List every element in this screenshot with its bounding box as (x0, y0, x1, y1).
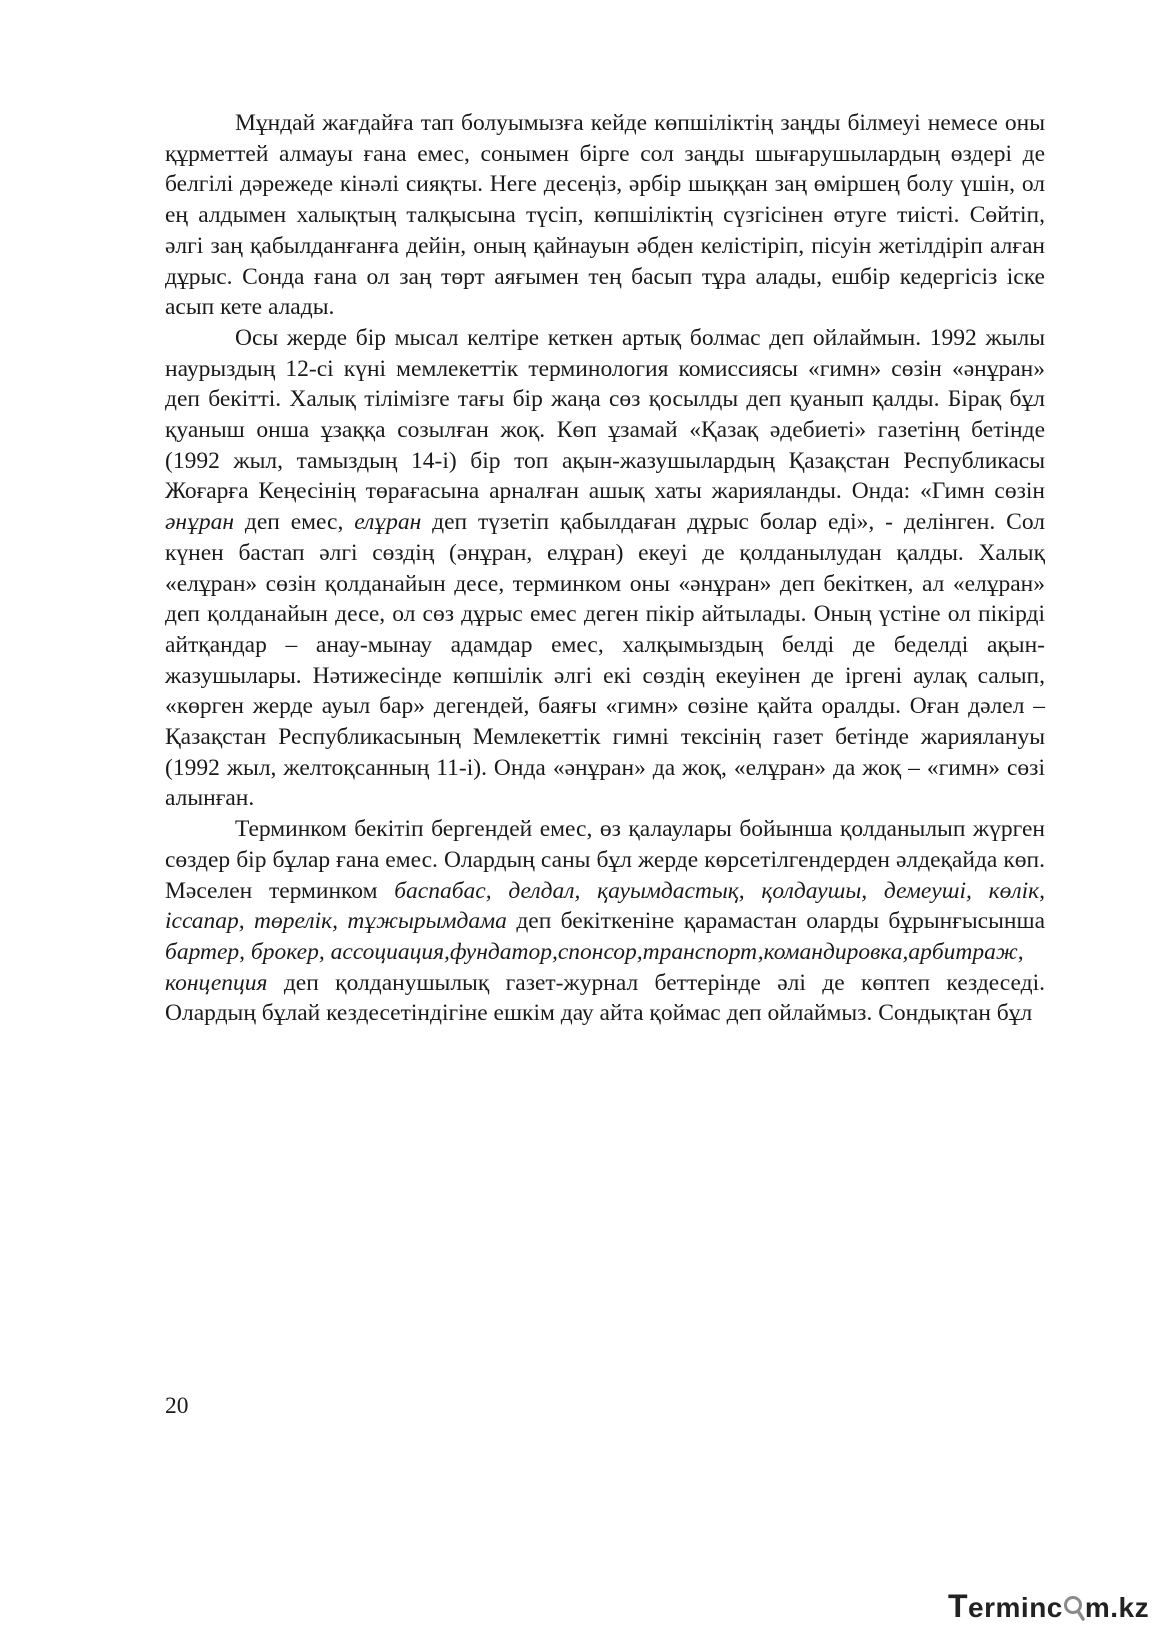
watermark-text: erminc (968, 1592, 1063, 1623)
watermark-text: m.kz (1084, 1592, 1150, 1623)
paragraph-3-text: деп қолданушылық газет-журнал беттерінде әлі де көптеп кездеседі. Олардың бұлай кездесетіндігіне ешкім дау айта қоймас деп ойлаймыз. Сондықтан бұл (165, 969, 1045, 1027)
page-number: 20 (165, 1393, 189, 1419)
italic-term: елұран (354, 509, 422, 536)
body-text (165, 108, 1045, 1029)
paragraph-2-text: Осы жерде бір мысал келтіре кеткен артық болмас деп ойлаймын. 1992 жылы наурыздың 12-сі күні мемлекеттік терминология комиссиясы «гимн» сөзін «әнұран» деп бекітті. Халық тілімізге тағы бір жаңа сөз қосылды деп қуанып қалды. Бірақ бұл қуаныш онша ұзаққа созылған жоқ. Көп ұзамай «Қазақ әдебиеті» газетінң бетінде (1992 жыл, тамыздың 14-і) бір топ ақын-жазушылардың Қазақстан Республикасы Жоғарға Кеңесінің төрағасына арналған ашық хаты жарияланды. Онда: «Гимн сөзін (165, 324, 1045, 505)
paragraph (165, 814, 1045, 968)
italic-term: әнұран (165, 509, 234, 536)
paragraph (165, 323, 1045, 814)
paragraph-continuation (165, 968, 1045, 1029)
italic-term-list: бартер, брокер, ассоциация,фундатор,спонсор,транспорт,командировка,арбитраж, (165, 938, 1024, 965)
italic-term: концепция (165, 969, 268, 996)
magnifier-icon (1063, 1592, 1085, 1623)
paragraph-2-text: деп түзетіп қабылдаған дұрыс болар еді», - делінген. Сол күнен бастап әлгі сөздің (әнұран, елұран) екеуі де қолданылудан қалды. Халық «елұран» сөзін қолданайын десе, терминком оны «әнұран» деп бекіткен, ал «елұран» деп қолданайын десе, ол сөз дұрыс емес деген пікір айтылады. Оның үстіне ол пікірді айтқандар – анау-мынау адамдар емес, халқымыздың белді де беделді ақын-жазушылары. Нәтижесінде көпшілік әлгі екі сөздің екеуінен де іргені аулақ салып, «көрген жерде ауыл бар» дегендей, баяғы «гимн» сөзіне қайта оралды. Оған дәлел – Қазақстан Республикасының Мемлекеттік гимні тексінің газет бетінде жариялануы (1992 жыл, желтоқсанның 11-і). Онда «әнұран» да жоқ, «елұран» да жоқ – «гимн» сөзі алынған. (165, 509, 1045, 812)
paragraph-1-text: Мұндай жағдайға тап болуымызға кейде көпшіліктің заңды білмеуі немесе оны құрметтей алмауы ғана емес, сонымен бірге сол заңды шығарушылардың өздері де белгілі дәрежеде кінәлі сияқты. Неге десеңіз, әрбір шыққан заң өміршең болу үшін, ол ең алдымен халықтың талқысына түсіп, көпшіліктің сүзгісінен өтуге тиісті. Сөйтіп, әлгі заң қабылданғанға дейін, оның қайнауын әбден келістіріп, пісуін жетілдіріп алған дұрыс. Сонда ғана ол заң төрт аяғымен тең басып тұра алады, ешбір кедергісіз іске асып кете алады. (165, 110, 1045, 321)
site-watermark-logo (948, 1588, 1149, 1628)
paragraph-3-text: деп бекіткеніне қарамастан оларды бұрынғысынша (506, 908, 1045, 935)
paragraph-2-text: деп емес, (234, 509, 355, 536)
paragraph-3-text: Терминком бекітіп бергендей емес, өз қалаулары бойынша қолданылып жүрген сөздер бір бұлар ғана емес. Олардың саны бұл жерде көрсетілгендерден әлдеқайда көп. Мәселен терминком (165, 816, 1045, 904)
watermark-letter: T (948, 1588, 969, 1624)
italic-term-list: баспабас, делдал, қауымдастық, қолдаушы, демеуші, көлік, іссапар, төрелік, тұжырымдама (165, 877, 1045, 935)
paragraph (165, 108, 1045, 323)
